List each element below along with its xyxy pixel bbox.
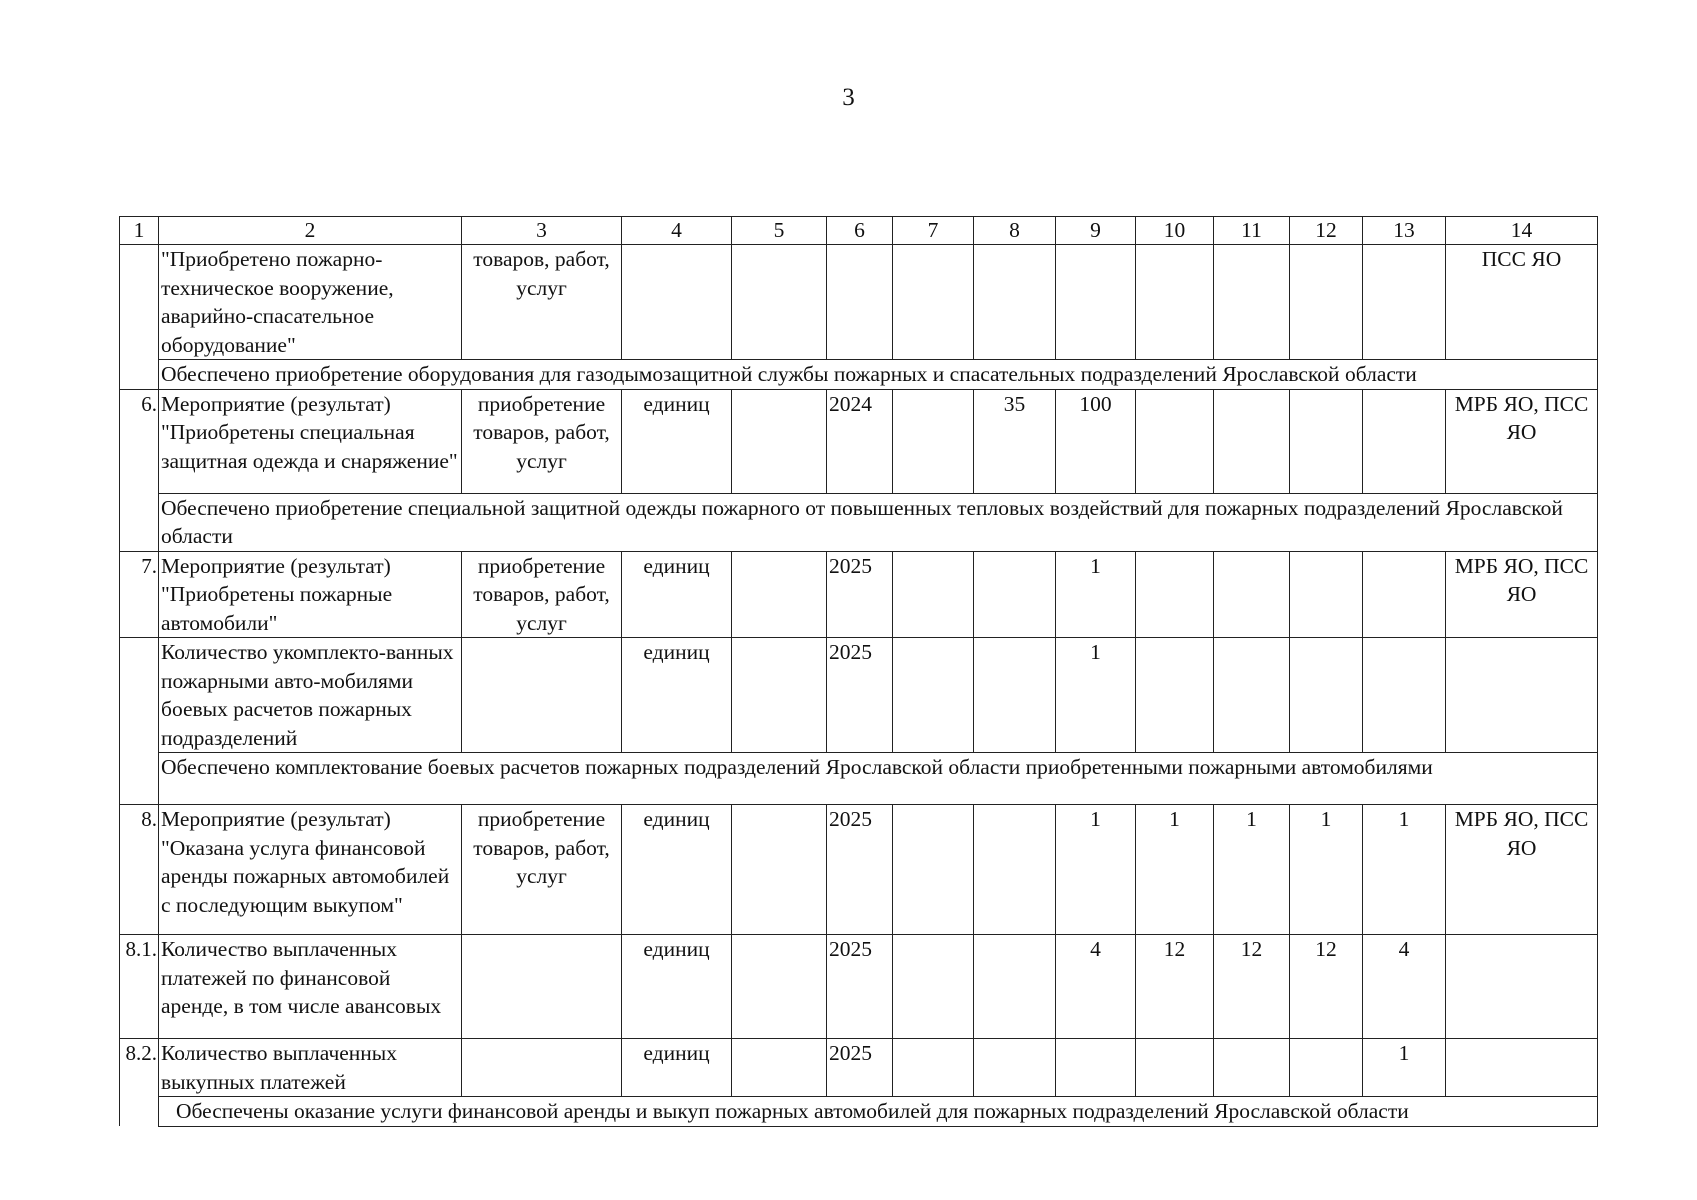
table-cell-col-5 (732, 551, 827, 638)
row-number-cell: 8.2. (120, 1039, 159, 1097)
table-cell-col-6: 2025 (827, 551, 893, 638)
table-cell-col-4: единиц (622, 638, 732, 753)
header-cell-3: 3 (462, 217, 622, 245)
header-cell-13: 13 (1363, 217, 1446, 245)
table-cell-col-14 (1446, 1039, 1598, 1097)
table-cell-col-13: 1 (1363, 1039, 1446, 1097)
table-cell-col-11 (1214, 1039, 1290, 1097)
table-cell-col-9: 1 (1056, 638, 1136, 753)
table-cell-col-10 (1136, 1039, 1214, 1097)
table-cell-col-10 (1136, 245, 1214, 360)
table-cell-col-12 (1290, 245, 1363, 360)
table-cell-col-3: приобретение товаров, работ, услуг (462, 389, 622, 493)
table-cell-col-13: 4 (1363, 935, 1446, 1039)
table-row (120, 245, 1598, 360)
table-cell-col-6: 2025 (827, 638, 893, 753)
table-row (120, 638, 1598, 753)
goal-note-text: Обеспечено приобретение оборудования для газодымозащитной службы пожарных и спасательных подразделений Ярославской области (159, 360, 1598, 390)
table-cell-col-13: 1 (1363, 805, 1446, 935)
row-number-cell (120, 245, 159, 360)
table-cell-col-4: единиц (622, 935, 732, 1039)
table-cell-col-2: "Приобретено пожарно-техническое вооружение, аварийно-спасательное оборудование" (159, 245, 462, 360)
table-cell-col-8 (974, 1039, 1056, 1097)
row-number-cell (120, 1097, 159, 1127)
table-cell-col-3 (462, 638, 622, 753)
table-cell-col-11: 12 (1214, 935, 1290, 1039)
table-cell-col-7 (893, 1039, 974, 1097)
table-cell-col-10 (1136, 638, 1214, 753)
table-cell-col-2: Мероприятие (результат) "Оказана услуга финансовой аренды пожарных автомобилей с последующим выкупом" (159, 805, 462, 935)
table-cell-col-14: МРБ ЯО, ПСС ЯО (1446, 551, 1598, 638)
table-cell-col-6: 2025 (827, 1039, 893, 1097)
table-cell-col-5 (732, 935, 827, 1039)
goal-note-row (120, 1097, 1598, 1127)
row-number-cell: 6. (120, 389, 159, 493)
table-cell-col-12 (1290, 551, 1363, 638)
table-cell-col-12 (1290, 389, 1363, 493)
header-cell-14: 14 (1446, 217, 1598, 245)
header-cell-10: 10 (1136, 217, 1214, 245)
table-cell-col-8 (974, 551, 1056, 638)
table-cell-col-9 (1056, 1039, 1136, 1097)
header-row (120, 217, 1598, 245)
table-cell-col-14: МРБ ЯО, ПСС ЯО (1446, 389, 1598, 493)
table-cell-col-14: МРБ ЯО, ПСС ЯО (1446, 805, 1598, 935)
table-cell-col-2: Мероприятие (результат) "Приобретены пожарные автомобили" (159, 551, 462, 638)
table-cell-col-8 (974, 935, 1056, 1039)
page-number: 3 (842, 84, 855, 111)
table-cell-col-5 (732, 245, 827, 360)
table-cell-col-8 (974, 805, 1056, 935)
header-cell-12: 12 (1290, 217, 1363, 245)
table-cell-col-12: 1 (1290, 805, 1363, 935)
table-cell-col-13 (1363, 245, 1446, 360)
table-cell-col-9: 1 (1056, 551, 1136, 638)
header-cell-9: 9 (1056, 217, 1136, 245)
table-row (120, 389, 1598, 493)
row-number-cell (120, 753, 159, 805)
table-cell-col-2: Количество выплаченных выкупных платежей (159, 1039, 462, 1097)
table-cell-col-6 (827, 245, 893, 360)
table-cell-col-5 (732, 805, 827, 935)
table-cell-col-14 (1446, 638, 1598, 753)
table-cell-col-9: 4 (1056, 935, 1136, 1039)
table-cell-col-8: 35 (974, 389, 1056, 493)
table-cell-col-9: 1 (1056, 805, 1136, 935)
goal-note-text: Обеспечено приобретение специальной защитной одежды пожарного от повышенных тепловых воздействий для пожарных подразделений Ярославской области (159, 493, 1598, 551)
goal-note-text: Обеспечены оказание услуги финансовой аренды и выкуп пожарных автомобилей для пожарных подразделений Ярославской области (159, 1097, 1598, 1127)
table-cell-col-7 (893, 638, 974, 753)
header-cell-5: 5 (732, 217, 827, 245)
table-cell-col-3 (462, 935, 622, 1039)
table-cell-col-6: 2025 (827, 805, 893, 935)
header-cell-11: 11 (1214, 217, 1290, 245)
table-body (120, 217, 1598, 1127)
goal-note-row (120, 493, 1598, 551)
table-cell-col-7 (893, 245, 974, 360)
table-cell-col-14 (1446, 935, 1598, 1039)
table-row (120, 1039, 1598, 1097)
table-row (120, 551, 1598, 638)
table-cell-col-3: приобретение товаров, работ, услуг (462, 551, 622, 638)
table-cell-col-8 (974, 638, 1056, 753)
table-cell-col-5 (732, 638, 827, 753)
row-number-cell: 7. (120, 551, 159, 638)
table-cell-col-11 (1214, 551, 1290, 638)
table-cell-col-12 (1290, 638, 1363, 753)
goal-note-row (120, 360, 1598, 390)
row-number-cell (120, 493, 159, 551)
table-cell-col-11: 1 (1214, 805, 1290, 935)
row-number-cell (120, 638, 159, 753)
table-cell-col-9 (1056, 245, 1136, 360)
header-cell-2: 2 (159, 217, 462, 245)
table-cell-col-7 (893, 389, 974, 493)
table-cell-col-13 (1363, 389, 1446, 493)
table-cell-col-7 (893, 805, 974, 935)
table-cell-col-14: ПСС ЯО (1446, 245, 1598, 360)
goal-note-row (120, 753, 1598, 805)
table-cell-col-6: 2024 (827, 389, 893, 493)
table-cell-col-4 (622, 245, 732, 360)
table-cell-col-13 (1363, 551, 1446, 638)
table-cell-col-7 (893, 935, 974, 1039)
table-cell-col-13 (1363, 638, 1446, 753)
table-cell-col-8 (974, 245, 1056, 360)
table-cell-col-11 (1214, 389, 1290, 493)
table-row (120, 935, 1598, 1039)
header-cell-7: 7 (893, 217, 974, 245)
table-cell-col-10: 1 (1136, 805, 1214, 935)
table-cell-col-2: Мероприятие (результат) "Приобретены специальная защитная одежда и снаряжение" (159, 389, 462, 493)
table-cell-col-4: единиц (622, 1039, 732, 1097)
table-cell-col-10 (1136, 551, 1214, 638)
table-cell-col-4: единиц (622, 389, 732, 493)
header-cell-4: 4 (622, 217, 732, 245)
results-table (119, 216, 1598, 1127)
table-cell-col-12: 12 (1290, 935, 1363, 1039)
table-cell-col-7 (893, 551, 974, 638)
table-cell-col-6: 2025 (827, 935, 893, 1039)
row-number-cell (120, 360, 159, 390)
table-cell-col-3: товаров, работ, услуг (462, 245, 622, 360)
table-cell-col-5 (732, 389, 827, 493)
table-cell-col-11 (1214, 245, 1290, 360)
table-cell-col-10: 12 (1136, 935, 1214, 1039)
table-row (120, 805, 1598, 935)
table-cell-col-9: 100 (1056, 389, 1136, 493)
table-cell-col-3: приобретение товаров, работ, услуг (462, 805, 622, 935)
row-number-cell: 8.1. (120, 935, 159, 1039)
row-number-cell: 8. (120, 805, 159, 935)
table-cell-col-2: Количество укомплекто-ванных пожарными авто-мобилями боевых расчетов пожарных подразделений (159, 638, 462, 753)
table-cell-col-3 (462, 1039, 622, 1097)
header-cell-8: 8 (974, 217, 1056, 245)
table-cell-col-10 (1136, 389, 1214, 493)
table-cell-col-4: единиц (622, 551, 732, 638)
header-cell-6: 6 (827, 217, 893, 245)
goal-note-text: Обеспечено комплектование боевых расчетов пожарных подразделений Ярославской области приобретенными пожарными автомобилями (159, 753, 1598, 805)
table-cell-col-12 (1290, 1039, 1363, 1097)
table-cell-col-2: Количество выплаченных платежей по финансовой аренде, в том числе авансовых (159, 935, 462, 1039)
table-cell-col-11 (1214, 638, 1290, 753)
header-cell-1: 1 (120, 217, 159, 245)
table-cell-col-4: единиц (622, 805, 732, 935)
table-cell-col-5 (732, 1039, 827, 1097)
